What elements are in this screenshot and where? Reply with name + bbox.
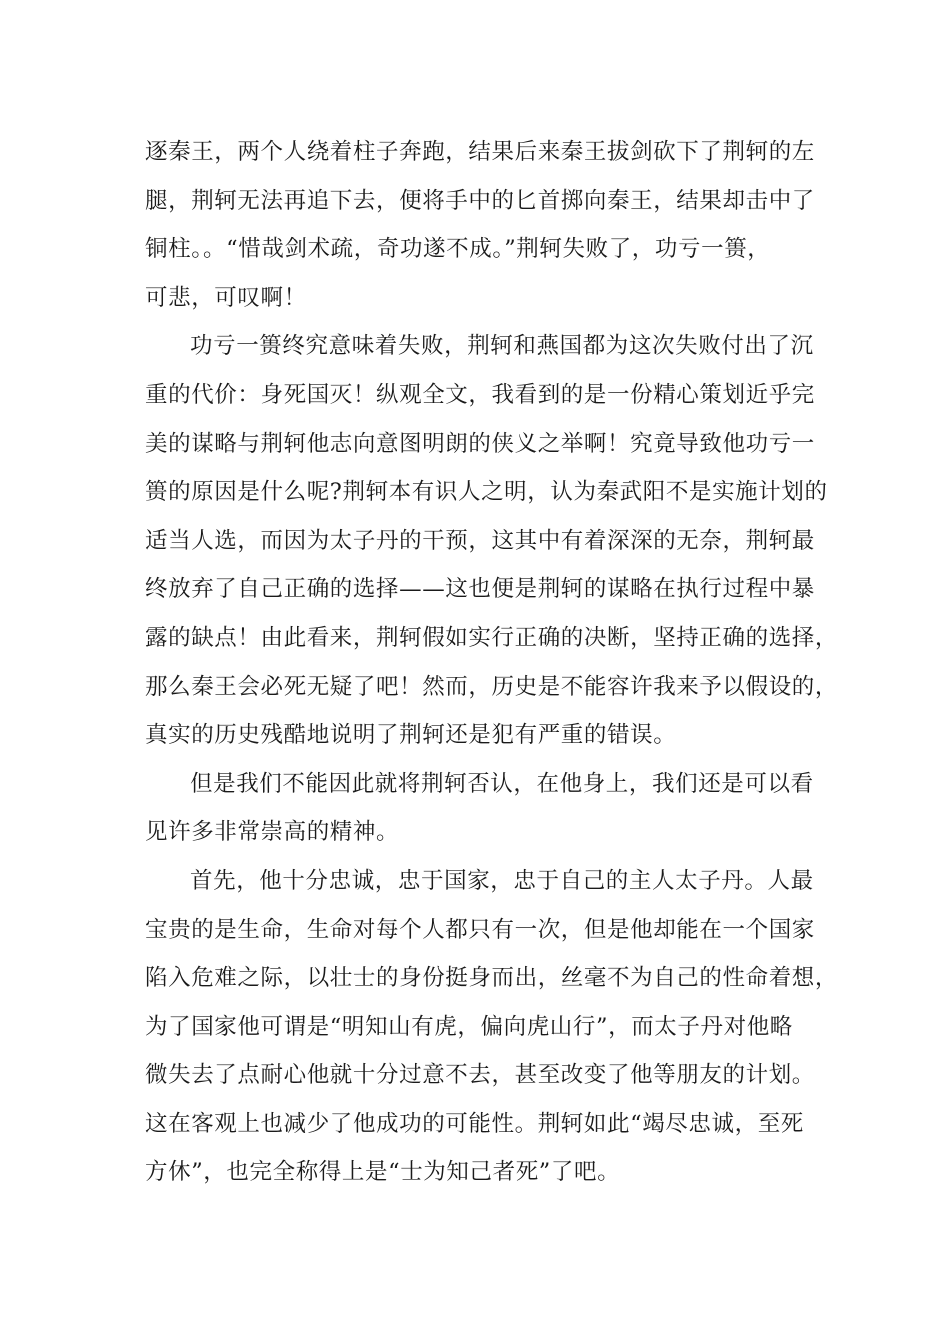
text-line: 逐秦王，两个人绕着柱子奔跑，结果后来秦王拔剑砍下了荆轲的左 [145, 139, 815, 165]
text-line: 铜柱。。“惜哉剑术疏，奇功遂不成。”荆轲失败了，功亏一篑， [145, 236, 771, 263]
text-line: 露的缺点！由此看来，荆轲假如实行正确的决断，坚持正确的选择， [145, 624, 839, 651]
text-line: 腿，荆轲无法再追下去，便将手中的匕首掷向秦王，结果却击中了 [145, 187, 815, 214]
paragraph-first-line: 首先，他十分忠诚，忠于国家，忠于自己的主人太子丹。人最 [190, 867, 814, 894]
paragraph-first-line: 功亏一篑终究意味着失败，荆轲和燕国都为这次失败付出了沉 [190, 333, 814, 360]
text-line: 可悲，可叹啊！ [145, 284, 307, 311]
text-line: 篑的原因是什么呢?荆轲本有识人之明，认为秦武阳不是实施计划的 [145, 479, 828, 506]
text-line: 终放弃了自己正确的选择——这也便是荆轲的谋略在执行过程中暴 [145, 576, 815, 603]
text-line: 为了国家他可谓是“明知山有虎，偏向虎山行”，而太子丹对他略 [145, 1013, 793, 1040]
text-line: 这在客观上也减少了他成功的可能性。荆轲如此“竭尽忠诚，至死 [145, 1110, 804, 1137]
text-line: 美的谋略与荆轲他志向意图明朗的侠义之举啊！究竟导致他功亏一 [145, 430, 815, 457]
text-line: 见许多非常崇高的精神。 [145, 819, 400, 846]
text-line: 方休”，也完全称得上是“士为知己者死”了吧。 [145, 1159, 621, 1186]
text-line: 微失去了点耐心他就十分过意不去，甚至改变了他等朋友的计划。 [145, 1062, 815, 1089]
text-line: 那么秦王会必死无疑了吧！然而，历史是不能容许我来予以假设的， [145, 673, 839, 700]
body-text [145, 128, 839, 1197]
text-line: 陷入危难之际，以壮士的身份挺身而出，丝毫不为自己的性命着想， [145, 965, 839, 992]
text-line: 重的代价：身死国灭！纵观全文，我看到的是一份精心策划近乎完 [145, 381, 815, 408]
text-line: 宝贵的是生命，生命对每个人都只有一次，但是他却能在一个国家 [145, 916, 815, 943]
paragraph-first-line: 但是我们不能因此就将荆轲否认，在他身上，我们还是可以看 [190, 770, 814, 797]
text-line: 真实的历史残酷地说明了荆轲还是犯有严重的错误。 [145, 722, 677, 749]
text-line: 适当人选，而因为太子丹的干预，这其中有着深深的无奈，荆轲最 [145, 527, 815, 554]
